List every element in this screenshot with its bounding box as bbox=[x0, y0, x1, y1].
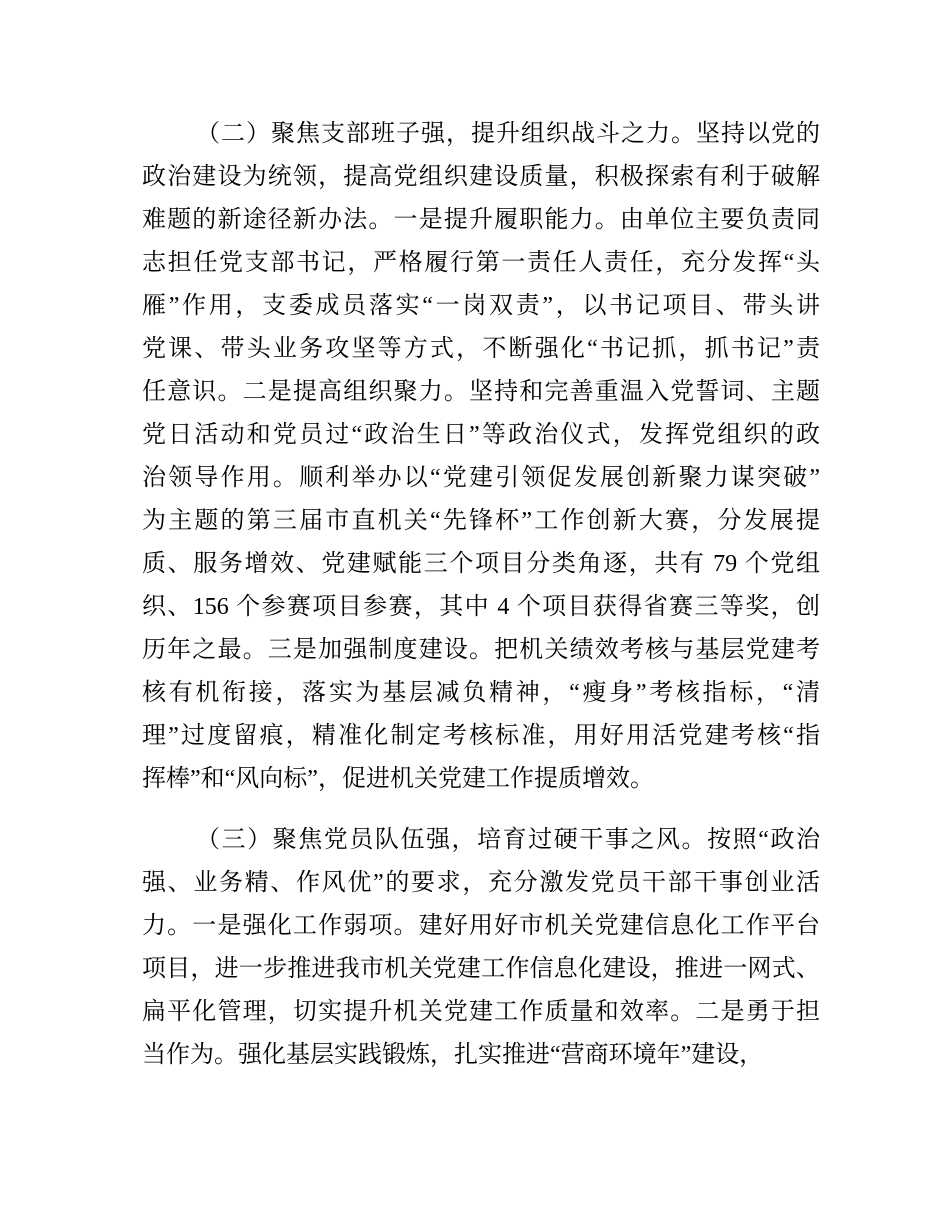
text-line: 织、156 个参赛项目参赛，其中 4 个项目获得省赛三等奖，创 bbox=[142, 594, 820, 620]
text-line: 党日活动和党员过“政治生日”等政治仪式，发挥党组织的政 bbox=[142, 422, 820, 448]
paragraph-section-2 bbox=[142, 113, 820, 801]
text-line: 核有机衔接，落实为基层减负精神，“瘦身”考核指标，“清 bbox=[142, 680, 820, 706]
text-line: 质、服务增效、党建赋能三个项目分类角逐，共有 79 个党组 bbox=[142, 551, 820, 577]
text-line: 理”过度留痕，精准化制定考核标准，用好用活党建考核“指 bbox=[142, 723, 820, 749]
text-line: 项目，进一步推进我市机关党建工作信息化建设，推进一网式、 bbox=[142, 956, 820, 982]
text-line: 雁”作用，支委成员落实“一岗双责”，以书记项目、带头讲 bbox=[142, 293, 820, 319]
text-line: 任意识。二是提高组织聚力。坚持和完善重温入党誓词、主题 bbox=[142, 379, 820, 405]
paragraph-section-3 bbox=[142, 819, 820, 1077]
text-line: 政治建设为统领，提高党组织建设质量，积极探索有利于破解 bbox=[142, 164, 820, 190]
text-line: （三）聚焦党员队伍强，培育过硬干事之风。按照“政治 bbox=[196, 827, 820, 853]
text-line: 志担任党支部书记，严格履行第一责任人责任，充分发挥“头 bbox=[142, 250, 820, 276]
text-line: 难题的新途径新办法。一是提升履职能力。由单位主要负责同 bbox=[142, 207, 820, 233]
text-line: 强、业务精、作风优”的要求，充分激发党员干部干事创业活 bbox=[142, 870, 820, 896]
text-line: （二）聚焦支部班子强，提升组织战斗之力。坚持以党的 bbox=[196, 121, 820, 147]
text-line: 当作为。强化基层实践锻炼，扎实推进“营商环境年”建设， bbox=[142, 1042, 764, 1068]
text-line: 力。一是强化工作弱项。建好用好市机关党建信息化工作平台 bbox=[142, 913, 820, 939]
text-line: 党课、带头业务攻坚等方式，不断强化“书记抓，抓书记”责 bbox=[142, 336, 820, 362]
text-line: 为主题的第三届市直机关“先锋杯”工作创新大赛，分发展提 bbox=[142, 508, 820, 534]
text-line: 扁平化管理，切实提升机关党建工作质量和效率。二是勇于担 bbox=[142, 999, 820, 1025]
text-line: 历年之最。三是加强制度建设。把机关绩效考核与基层党建考 bbox=[142, 637, 820, 663]
text-line: 挥棒”和“风向标”，促进机关党建工作提质增效。 bbox=[142, 766, 654, 792]
text-line: 治领导作用。顺利举办以“党建引领促发展创新聚力谋突破” bbox=[142, 465, 820, 491]
